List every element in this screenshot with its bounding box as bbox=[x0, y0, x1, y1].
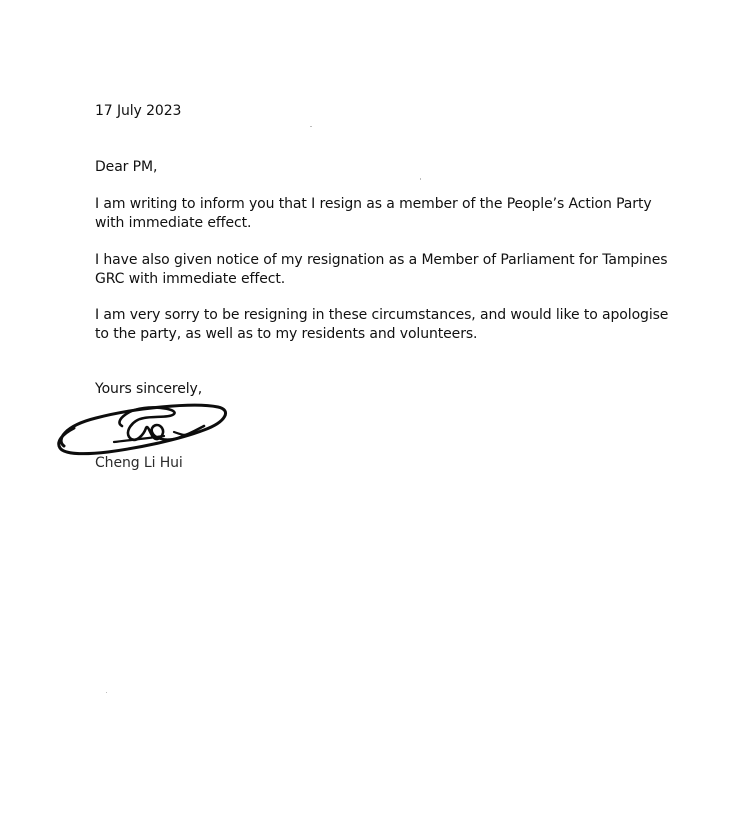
salutation: Dear PM, bbox=[95, 159, 158, 175]
paper-speck bbox=[106, 692, 107, 693]
paper-speck bbox=[310, 126, 312, 127]
signature-loop bbox=[59, 405, 226, 453]
signer-name: Cheng Li Hui bbox=[95, 455, 183, 471]
paragraph-resignation-party: I am writing to inform you that I resign as a member of the People’s Action Party with immediate effect. bbox=[95, 196, 652, 231]
letter-date: 17 July 2023 bbox=[95, 103, 182, 119]
paper-speck bbox=[420, 178, 421, 180]
handwritten-signature bbox=[54, 398, 230, 460]
closing: Yours sincerely, bbox=[95, 381, 203, 397]
paragraph-apology: I am very sorry to be resigning in these circumstances, and would like to apologise to the party, as well as to my residents and volunteers. bbox=[95, 307, 669, 342]
paragraph-resignation-parliament: I have also given notice of my resignation as a Member of Parliament for Tampines GRC with immediate effect. bbox=[95, 252, 668, 287]
